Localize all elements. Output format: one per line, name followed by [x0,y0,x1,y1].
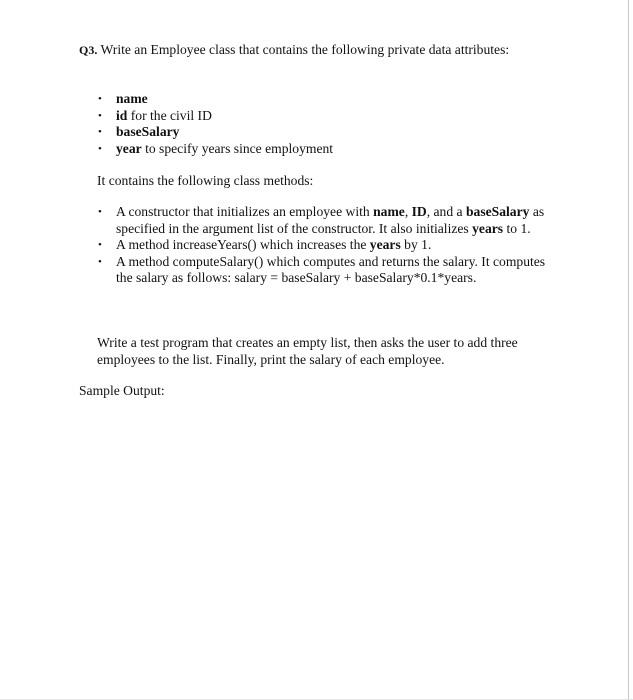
list-item [98,108,333,125]
bullet-icon: • [98,255,102,268]
attribute-name: baseSalary [116,124,180,140]
question-number: Q3. [79,43,98,57]
list-item [98,237,548,254]
attribute-list [98,91,333,158]
method-text: to 1. [503,220,531,236]
method-text: , and a [426,204,466,219]
attribute-name: year [116,141,142,157]
list-item [98,91,333,108]
bullet-icon: • [98,93,102,105]
page-right-edge [628,0,629,700]
attribute-name: name [116,91,148,106]
methods-intro: It contains the following class methods: [97,173,314,188]
attribute-desc: for the civil ID [127,107,212,123]
test-program-instructions: Write a test program that creates an empty list, then asks the user to add three employees to the list. Finally, print the salary of each employee. [97,335,518,367]
bullet-icon: • [98,206,102,218]
bullet-icon: • [98,109,102,122]
method-text: A method computeSalary() which computes and returns the salary. It computes the salary as follows: salary = baseSalary + baseSalary*0.1*years. [116,253,546,286]
method-text: A constructor that initializes an employee with [116,204,374,219]
attribute-name: id [116,107,128,123]
list-item [98,204,548,237]
method-keyword: ID [411,204,427,219]
question-heading [79,42,519,59]
method-text: by 1. [400,237,432,253]
sample-output-label: Sample Output: [79,383,165,398]
method-text: A method increaseYears() which increases the [116,237,370,253]
question-text: Write an Employee class that contains the following private data attributes: [100,42,510,57]
list-item [98,141,333,158]
bullet-icon: • [98,239,102,252]
method-keyword: years [472,220,504,236]
method-list [98,204,548,287]
method-text: , [404,204,412,219]
bullet-icon: • [98,126,102,139]
bullet-icon: • [98,143,102,156]
method-keyword: name [373,204,405,219]
list-item [98,254,548,287]
method-keyword: years [369,237,401,253]
list-item [98,124,333,141]
method-keyword: baseSalary [465,204,530,219]
attribute-desc: to specify years since employment [141,141,334,157]
method-text: as specified in the argument list of the constructor. It also initializes [116,204,545,236]
